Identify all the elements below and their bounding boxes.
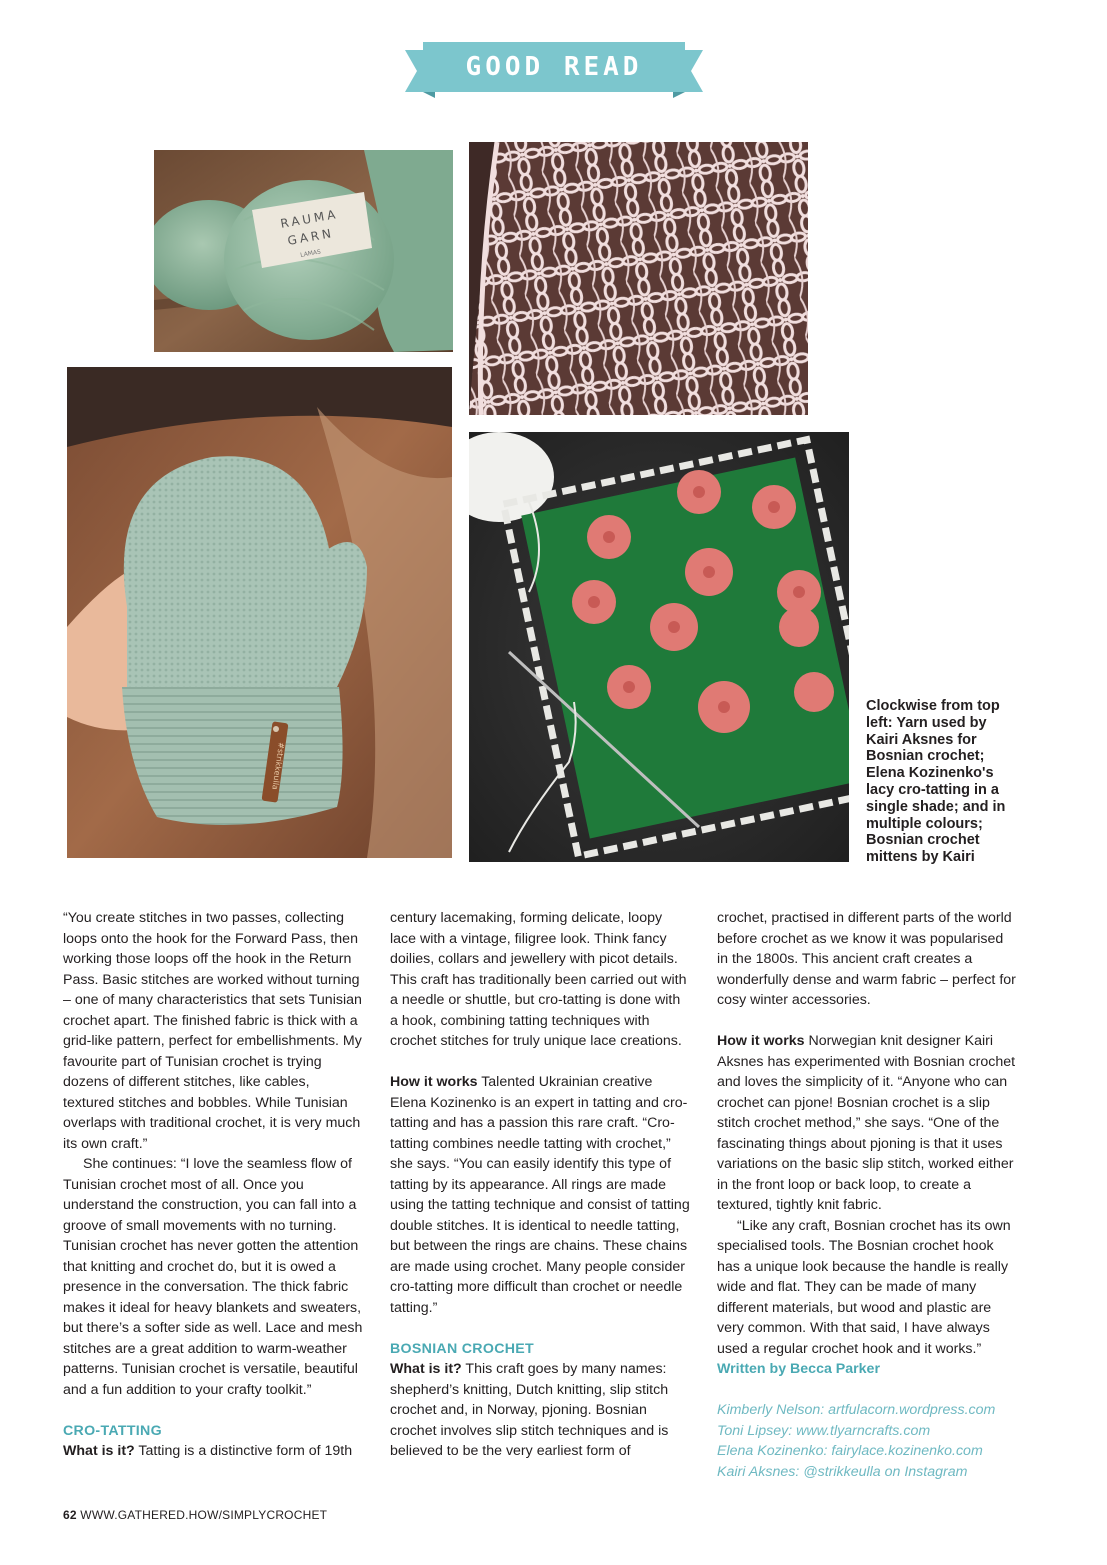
paragraph	[390, 1072, 690, 1318]
paragraph	[390, 1359, 690, 1462]
section-heading-cro-tatting: CRO-TATTING	[63, 1422, 162, 1439]
page-footer	[63, 1508, 327, 1522]
credit-line: Elena Kozinenko: fairylace.kozinenko.com	[717, 1443, 983, 1459]
photo-caption: Clockwise from top left: Yarn used by Kairi Aksnes for Bosnian crochet; Elena Kozinenko's lacy cro-tatting in a single shade; and in multiple colours; Bosnian crochet mittens by Kairi	[866, 698, 1006, 866]
paragraph	[717, 1031, 1017, 1216]
paragraph: “Like any craft, Bosnian crochet has its own specialised tools. The Bosnian crochet hook has a unique look because the handle is really wide and flat. They can be made of many different materials, but wood and plastic are very common. With that said, I have always used a regular crochet hook and it works.”	[717, 1217, 1011, 1357]
yarn-photo	[154, 150, 453, 352]
section-heading-bosnian-crochet: BOSNIAN CROCHET	[390, 1340, 535, 1357]
footer-url: WWW.GATHERED.HOW/SIMPLYCROCHET	[80, 1508, 328, 1522]
page-number: 62	[63, 1508, 77, 1522]
photo-credits	[717, 1400, 1017, 1482]
yarn-label-text-1: RAUMA	[279, 206, 340, 231]
bosnian-mittens-photo	[67, 367, 452, 858]
paragraph: century lacemaking, forming delicate, loopy lace with a vintage, filigree look. Think fancy doilies, collars and jewellery with picot details. This craft has traditionally been carried out with a needle or shuttle, but cro-tatting is done with a hook, combining tatting techniques with crochet stitches for truly unique lace creations.	[390, 910, 687, 1049]
section-banner	[405, 36, 703, 98]
single-shade-lace-photo	[469, 142, 808, 415]
banner-title: GOOD READ	[465, 52, 643, 82]
paragraph: “You create stitches in two passes, collecting loops onto the hook for the Forward Pass, then working those loops off the hook in the Return Pass. Basic stitches are worked without turning – one of many characteristics that sets Tunisian crochet apart. The finished fabric is thick with a grid-like pattern, perfect for embellishments. My favourite part of Tunisian crochet is trying dozens of different stitches, like cables, textured stitches and bobbles. While Tunisian overlaps with traditional crochet, it is very much its own craft.”	[63, 910, 362, 1152]
text-column-3	[717, 908, 1017, 1482]
multicolour-cro-tatting-photo	[469, 432, 849, 862]
run-in-label: How it works	[717, 1033, 805, 1049]
paragraph-text: Tatting is a distinctive form of 19th	[134, 1443, 353, 1459]
yarn-label-text-2: GARN	[286, 225, 335, 248]
credit-line: Kimberly Nelson: artfulacorn.wordpress.com	[717, 1402, 996, 1418]
paragraph: crochet, practised in different parts of the world before crochet as we know it was popularised in the 1800s. This ancient craft creates a wonderfully dense and warm fabric – perfect for cosy winter accessories.	[717, 910, 1016, 1008]
credit-line: Toni Lipsey: www.tlyarncrafts.com	[717, 1422, 931, 1439]
paragraph-text: Norwegian knit designer Kairi Aksnes has experimented with Bosnian crochet and loves the simplicity of it. “Anyone who can crochet can pjone! Bosnian crochet is a slip stitch crochet method,” she says. “One of the fascinating things about pjoning is that it uses variations on the basic slip stitch, worked either in the front loop or back loop, to create a textured, tightly knit fabric.	[717, 1033, 1016, 1213]
author-byline: Written by Becca Parker	[717, 1361, 880, 1377]
run-in-label: How it works	[390, 1074, 478, 1090]
credit-line: Kairi Aksnes: @strikkeulla on Instagram	[717, 1463, 968, 1480]
run-in-label: What is it?	[63, 1443, 135, 1459]
text-column-2	[390, 908, 690, 1462]
yarn-label-text-3: LAMAS	[299, 248, 322, 259]
mitten-tag-text: #strikkeulla	[270, 741, 286, 791]
paragraph-text: Talented Ukrainian creative Elena Kozinenko is an expert in tatting and cro-tatting and has a passion this rare craft. “Cro-tatting combines needle tatting with crochet,” she says. “You can easily identify this type of tatting by its appearance. All rings are made using the tatting technique and consist of tatting double stitches. It is identical to needle tatting, but between the rings are chains. These chains are made using crochet. Many people consider cro-tatting more difficult than crochet or needle tatting.”	[390, 1074, 690, 1316]
text-column-1	[63, 908, 363, 1462]
paragraph	[63, 1441, 363, 1462]
run-in-label: What is it?	[390, 1361, 462, 1377]
paragraph-text: This craft goes by many names: shepherd’s knitting, Dutch knitting, slip stitch crochet and, in Norway, pjoning. Bosnian crochet involves slip stitch techniques and is believed to be the very earliest form of	[390, 1361, 669, 1459]
paragraph: She continues: “I love the seamless flow of Tunisian crochet most of all. Once you understand the construction, you can fall into a groove of small movements with no turning. Tunisian crochet has never gotten the attention that knitting and crochet do, but it is owed a presence in the conversation. The thick fabric makes it ideal for heavy blankets and sweaters, but there’s a softer side as well. Lace and mesh stitches are a great addition to warm-weather patterns. Tunisian crochet is versatile, beautiful and a fun addition to your crafty toolkit.”	[63, 1156, 363, 1398]
